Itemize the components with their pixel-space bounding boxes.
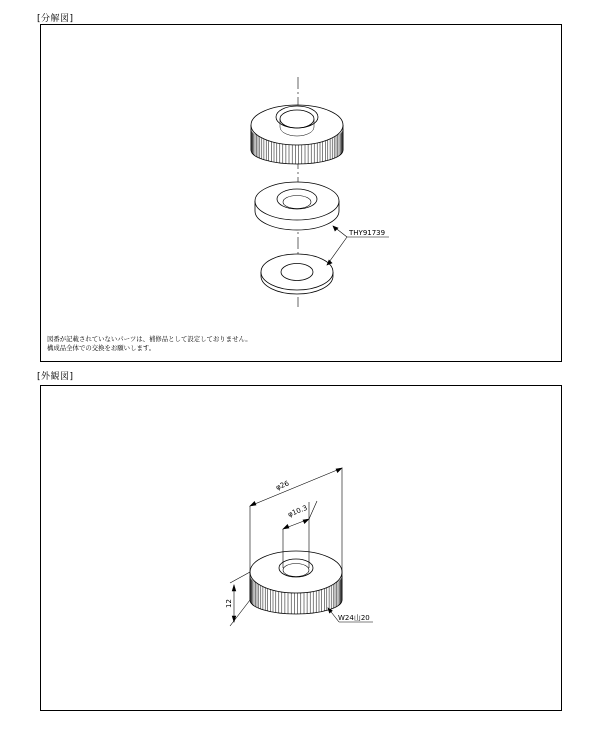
external-view-panel <box>40 385 562 711</box>
cap-nut-part <box>251 105 343 164</box>
height-dimension <box>230 572 250 626</box>
upper-washer-part <box>255 182 339 230</box>
part-number-label: THY91739 <box>349 229 386 237</box>
thread-spec-label: W24山20 <box>338 614 370 622</box>
note-line-1: 図番が記載されていないパーツは、補修品として設定しておりません。 <box>47 335 252 343</box>
height-label: 12 <box>225 599 233 608</box>
exploded-view-drawing <box>41 25 561 361</box>
nut-body <box>250 551 342 614</box>
lower-washer-part <box>261 254 333 294</box>
outer-diameter-label: φ26 <box>274 479 291 492</box>
exploded-view-panel <box>40 24 562 362</box>
external-view-drawing <box>41 386 561 710</box>
external-view-title: [外観図] <box>37 372 74 382</box>
exploded-view-title: [分解図] <box>37 14 74 24</box>
note-line-2: 構成品全体での交換をお願いします。 <box>47 344 156 352</box>
inner-diameter-label: φ10.3 <box>286 503 309 519</box>
